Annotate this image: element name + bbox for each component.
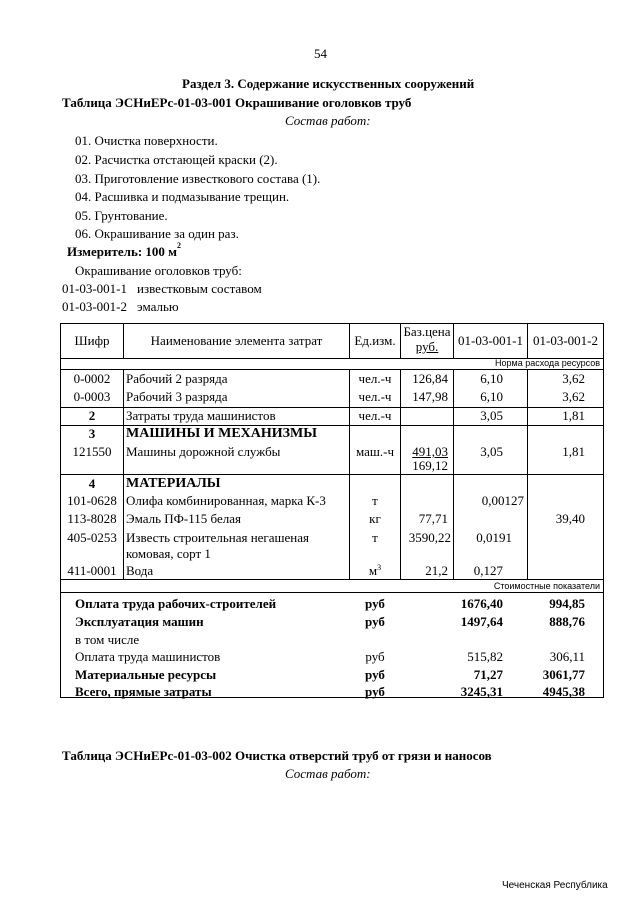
row-value-1: 6,10 — [480, 371, 503, 386]
row-name: Рабочий 2 разряда — [126, 371, 228, 386]
row-value-1: 6,10 — [480, 389, 503, 404]
row-price: 3590,22 — [408, 530, 451, 545]
row-value-2: 3,62 — [562, 389, 585, 404]
norm-label: Норма расхода ресурсов — [495, 358, 600, 368]
operation-item: 06. Окрашивание за один раз. — [75, 226, 239, 241]
variant-code: 01-03-001-1 — [62, 281, 127, 296]
section-title: Раздел 3. Содержание искусственных сооружений — [182, 76, 475, 91]
operation-item: 03. Приготовление известкового состава (1). — [75, 171, 321, 186]
table-title: Таблица ЭСНиЕРс-01-03-001 Окрашивание оголовков труб — [62, 95, 412, 110]
cost-value-2: 306,11 — [549, 649, 585, 664]
cost-value-2: 888,76 — [549, 614, 585, 629]
row-group-name: МАТЕРИАЛЫ — [126, 476, 221, 491]
work-name: Окрашивание оголовков труб: — [75, 263, 242, 278]
cost-unit: руб — [365, 614, 385, 629]
row-unit: маш.-ч — [355, 444, 395, 459]
row-name: Машины дорожной службы — [126, 444, 281, 459]
operation-item: 02. Расчистка отстающей краски (2). — [75, 152, 278, 167]
row-group-name: МАШИНЫ И МЕХАНИЗМЫ — [126, 426, 318, 441]
cost-unit: руб — [365, 649, 385, 664]
row-unit: т — [372, 530, 378, 545]
row-name: Вода — [126, 563, 154, 578]
variant-desc: известковым составом — [137, 281, 262, 296]
cost-value-1: 1497,64 — [460, 614, 503, 629]
cost-name: Эксплуатация машин — [75, 614, 204, 629]
row-value-2: 1,81 — [562, 408, 585, 423]
cost-name: в том числе — [75, 632, 140, 647]
row-code: 121550 — [72, 444, 112, 459]
row-price: 21,2 — [425, 563, 448, 578]
row-code: 0-0002 — [73, 371, 111, 386]
header-unit: Ед.изм. — [354, 333, 396, 348]
header-col1: 01-03-001-1 — [458, 333, 523, 348]
row-name: Известь строительная негашеная комовая, сорт 1 — [126, 530, 310, 561]
row-unit: чел.-ч — [358, 389, 392, 404]
row-code: 3 — [88, 426, 96, 441]
header-col2: 01-03-001-2 — [533, 333, 598, 348]
cost-unit: руб — [365, 667, 385, 682]
composition-heading-2: Состав работ: — [285, 766, 371, 781]
header-code: Шифр — [74, 333, 110, 348]
row-price: 491,03 — [412, 444, 448, 459]
row-unit: $м^3$ — [368, 563, 382, 578]
row-unit: чел.-ч — [358, 408, 392, 423]
row-value-1: 0,127 — [473, 563, 503, 578]
row-value-1: 0,00127 — [481, 493, 524, 508]
row-name: Эмаль ПФ-115 белая — [126, 511, 241, 526]
row-unit: т — [372, 493, 378, 508]
row-price-2: 169,12 — [412, 458, 448, 473]
cost-value-2: 4945,38 — [542, 684, 585, 699]
operation-item: 01. Очистка поверхности. — [75, 133, 218, 148]
operation-item: 04. Расшивка и подмазывание трещин. — [75, 189, 290, 204]
operation-item: 05. Грунтование. — [75, 208, 168, 223]
row-code: 101-0628 — [67, 493, 117, 508]
variant-code: 01-03-001-2 — [62, 299, 127, 314]
row-value-2: 3,62 — [562, 371, 585, 386]
cost-value-1: 515,82 — [467, 649, 503, 664]
row-code: 405-0253 — [67, 530, 117, 545]
row-code: 113-8028 — [67, 511, 117, 526]
cost-unit: руб — [365, 596, 385, 611]
row-name: Рабочий 3 разряда — [126, 389, 228, 404]
cost-name: Всего, прямые затраты — [75, 684, 212, 699]
header-name: Наименование элемента затрат — [150, 333, 323, 348]
cost-value-2: 994,85 — [549, 596, 585, 611]
cost-value-1: 3245,31 — [460, 684, 503, 699]
row-code: 4 — [88, 476, 96, 491]
row-value-1: 3,05 — [480, 408, 503, 423]
table-title-2: Таблица ЭСНиЕРс-01-03-002 Очистка отверстий труб от грязи и наносов — [62, 748, 492, 763]
row-code: 2 — [88, 408, 96, 423]
row-value-1: 0,0191 — [476, 530, 512, 545]
header-price: Баз.цена руб. — [403, 324, 451, 354]
variant-desc: эмалью — [137, 299, 179, 314]
row-price: 147,98 — [412, 389, 448, 404]
row-name: Олифа комбинированная, марка К-3 — [126, 493, 326, 508]
cost-value-1: 71,27 — [473, 667, 503, 682]
cost-unit: руб — [365, 684, 385, 699]
page-number: 54 — [314, 46, 327, 61]
row-name: Затраты труда машинистов — [126, 408, 276, 423]
row-price: 77,71 — [418, 511, 448, 526]
row-unit: чел.-ч — [358, 371, 392, 386]
cost-value-1: 1676,40 — [460, 596, 503, 611]
row-value-2: 1,81 — [562, 444, 585, 459]
row-value-2: 39,40 — [555, 511, 585, 526]
meter-label: Измеритель: 100 $м^2$ — [67, 241, 182, 259]
composition-heading: Состав работ: — [285, 113, 371, 128]
cost-name: Оплата труда машинистов — [75, 649, 221, 664]
cost-name: Оплата труда рабочих-строителей — [75, 596, 277, 611]
row-code: 0-0003 — [73, 389, 111, 404]
row-price: 126,84 — [412, 371, 448, 386]
row-code: 411-0001 — [67, 563, 117, 578]
cost-label: Стоимостные показатели — [493, 581, 600, 591]
footer-region: Чеченская Республика — [502, 880, 608, 891]
row-value-1: 3,05 — [480, 444, 503, 459]
cost-name: Материальные ресурсы — [75, 667, 217, 682]
cost-value-2: 3061,77 — [542, 667, 585, 682]
row-unit: кг — [369, 511, 381, 526]
